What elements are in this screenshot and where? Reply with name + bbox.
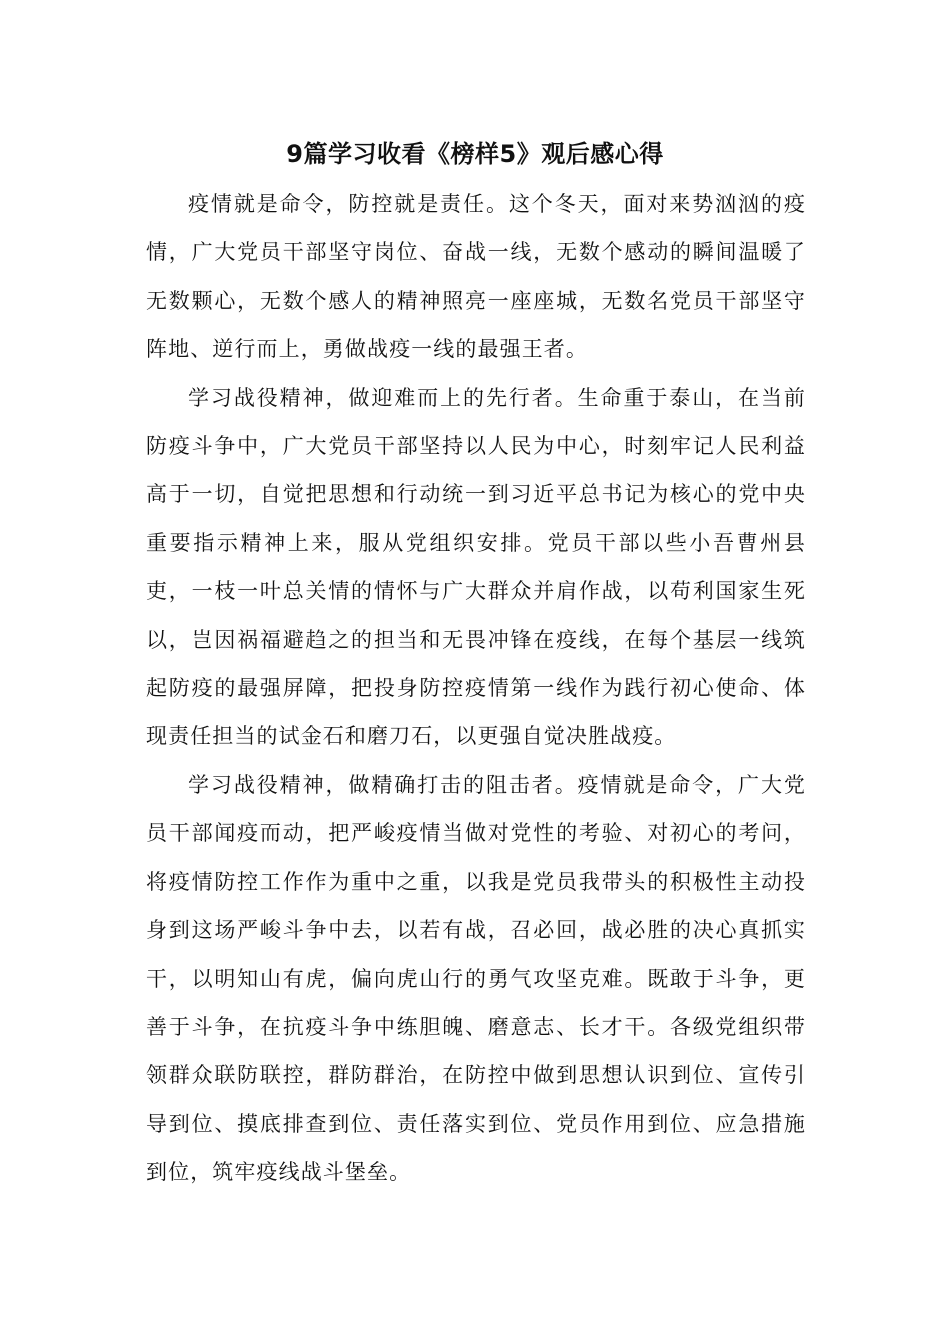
document-body [146,180,806,1197]
paragraph: 疫情就是命令，防控就是责任。这个冬天，面对来势汹汹的疫情，广大党员干部坚守岗位、奋战一线，无数个感动的瞬间温暖了无数颗心，无数个感人的精神照亮一座座城，无数名党员干部坚守阵地、逆行而上，勇做战疫一线的最强王者。 [146,192,806,362]
document-title: 9篇学习收看《榜样5》观后感心得 [286,140,664,168]
paragraph: 学习战役精神，做精确打击的阻击者。疫情就是命令，广大党员干部闻疫而动，把严峻疫情当做对党性的考验、对初心的考问，将疫情防控工作作为重中之重，以我是党员我带头的积极性主动投身到这场严峻斗争中去，以若有战，召必回，战必胜的决心真抓实干，以明知山有虎，偏向虎山行的勇气攻坚克难。既敢于斗争，更善于斗争，在抗疫斗争中练胆魄、磨意志、长才干。各级党组织带领群众联防联控，群防群治，在防控中做到思想认识到位、宣传引导到位、摸底排查到位、责任落实到位、党员作用到位、应急措施到位，筑牢疫线战斗堡垒。 [146,772,806,1185]
paragraph: 学习战役精神，做迎难而上的先行者。生命重于泰山，在当前防疫斗争中，广大党员干部坚持以人民为中心，时刻牢记人民利益高于一切，自觉把思想和行动统一到习近平总书记为核心的党中央重要指示精神上来，服从党组织安排。党员干部以些小吾曹州县吏，一枝一叶总关情的情怀与广大群众并肩作战，以苟利国家生死以，岂因祸福避趋之的担当和无畏冲锋在疫线，在每个基层一线筑起防疫的最强屏障，把投身防控疫情第一线作为践行初心使命、体现责任担当的试金石和磨刀石，以更强自觉决胜战疫。 [146,385,806,749]
